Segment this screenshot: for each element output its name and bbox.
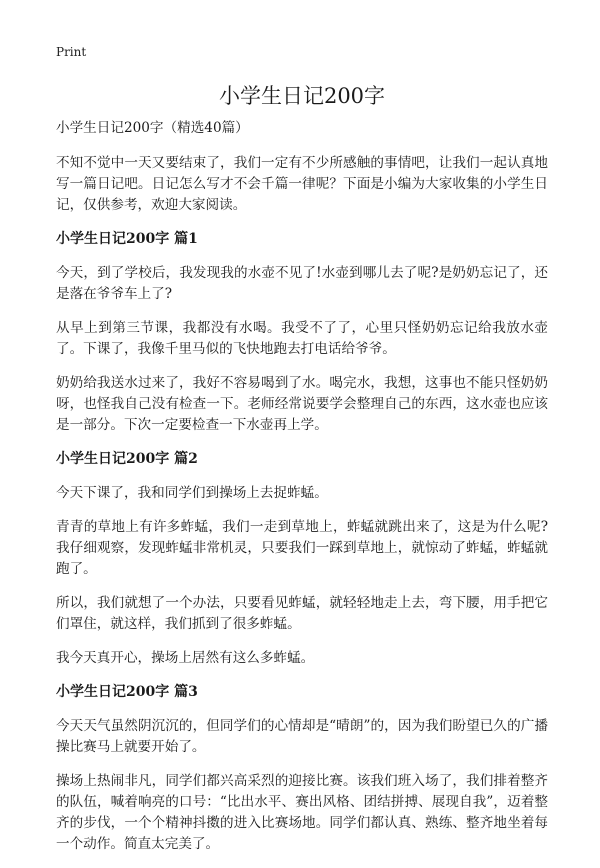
section-paragraph: 所以，我们就想了一个办法，只要看见蚱蜢，就轻轻地走上去，弯下腰，用手把它们罩住，就这样，我们抓到了很多蚱蜢。 <box>56 595 548 632</box>
article-subtitle: 小学生日记200字（精选40篇） <box>56 120 249 136</box>
section-paragraph: 今天下课了，我和同学们到操场上去捉蚱蜢。 <box>56 485 328 501</box>
section-paragraph: 我今天真开心，操场上居然有这么多蚱蜢。 <box>56 650 315 666</box>
section-paragraph: 奶奶给我送水过来了，我好不容易喝到了水。喝完水，我想，这事也不能只怪奶奶呀，也怪我自己没有检查一下。老师经常说要学会整理自己的东西，这水壶也应该是一部分。下次一定要检查一下水壶再上学。 <box>56 375 548 433</box>
section-paragraph: 今天天气虽然阴沉沉的，但同学们的心情却是“晴朗”的，因为我们盼望已久的广播操比赛马上就要开始了。 <box>56 718 548 755</box>
article-body <box>56 118 548 868</box>
page-title: 小学生日记200字 <box>218 84 386 108</box>
section-paragraph: 从早上到第三节课，我都没有水喝。我受不了了，心里只怪奶奶忘记给我放水壶了。下课了，我像千里马似的飞快地跑去打电话给爷爷。 <box>56 320 548 357</box>
diary-section-3 <box>56 682 548 855</box>
section-heading: 小学生日记200字 篇1 <box>56 231 198 247</box>
print-link[interactable]: Print <box>56 45 87 59</box>
section-heading: 小学生日记200字 篇3 <box>56 684 198 700</box>
section-paragraph: 操场上热闹非凡，同学们都兴高采烈的迎接比赛。该我们班入场了，我们排着整齐的队伍，喊着响亮的口号：“比出水平、赛出风格、团结拼搏、展现自我”，迈着整齐的步伐，一个个精神抖擞的进入比赛场地。同学们都认真、熟练、整齐地坐着每一个动作。简直太完美了。 <box>56 773 548 852</box>
intro-paragraph: 不知不觉中一天又要结束了，我们一定有不少所感触的事情吧，让我们一起认真地写一篇日记吧。日记怎么写才不会千篇一律呢？下面是小编为大家收集的小学生日记，仅供参考，欢迎大家阅读。 <box>56 155 548 213</box>
section-paragraph: 青青的草地上有许多蚱蜢，我们一走到草地上，蚱蜢就跳出来了，这是为什么呢?我仔细观察，发现蚱蜢非常机灵，只要我们一踩到草地上，就惊动了蚱蜢，蚱蜢就跑了。 <box>56 519 548 577</box>
section-heading: 小学生日记200字 篇2 <box>56 451 198 467</box>
diary-section-2 <box>56 449 548 669</box>
diary-section-1 <box>56 229 548 436</box>
section-paragraph: 今天，到了学校后，我发现我的水壶不见了!水壶到哪儿去了呢?是奶奶忘记了，还是落在爷爷车上了? <box>56 265 548 302</box>
